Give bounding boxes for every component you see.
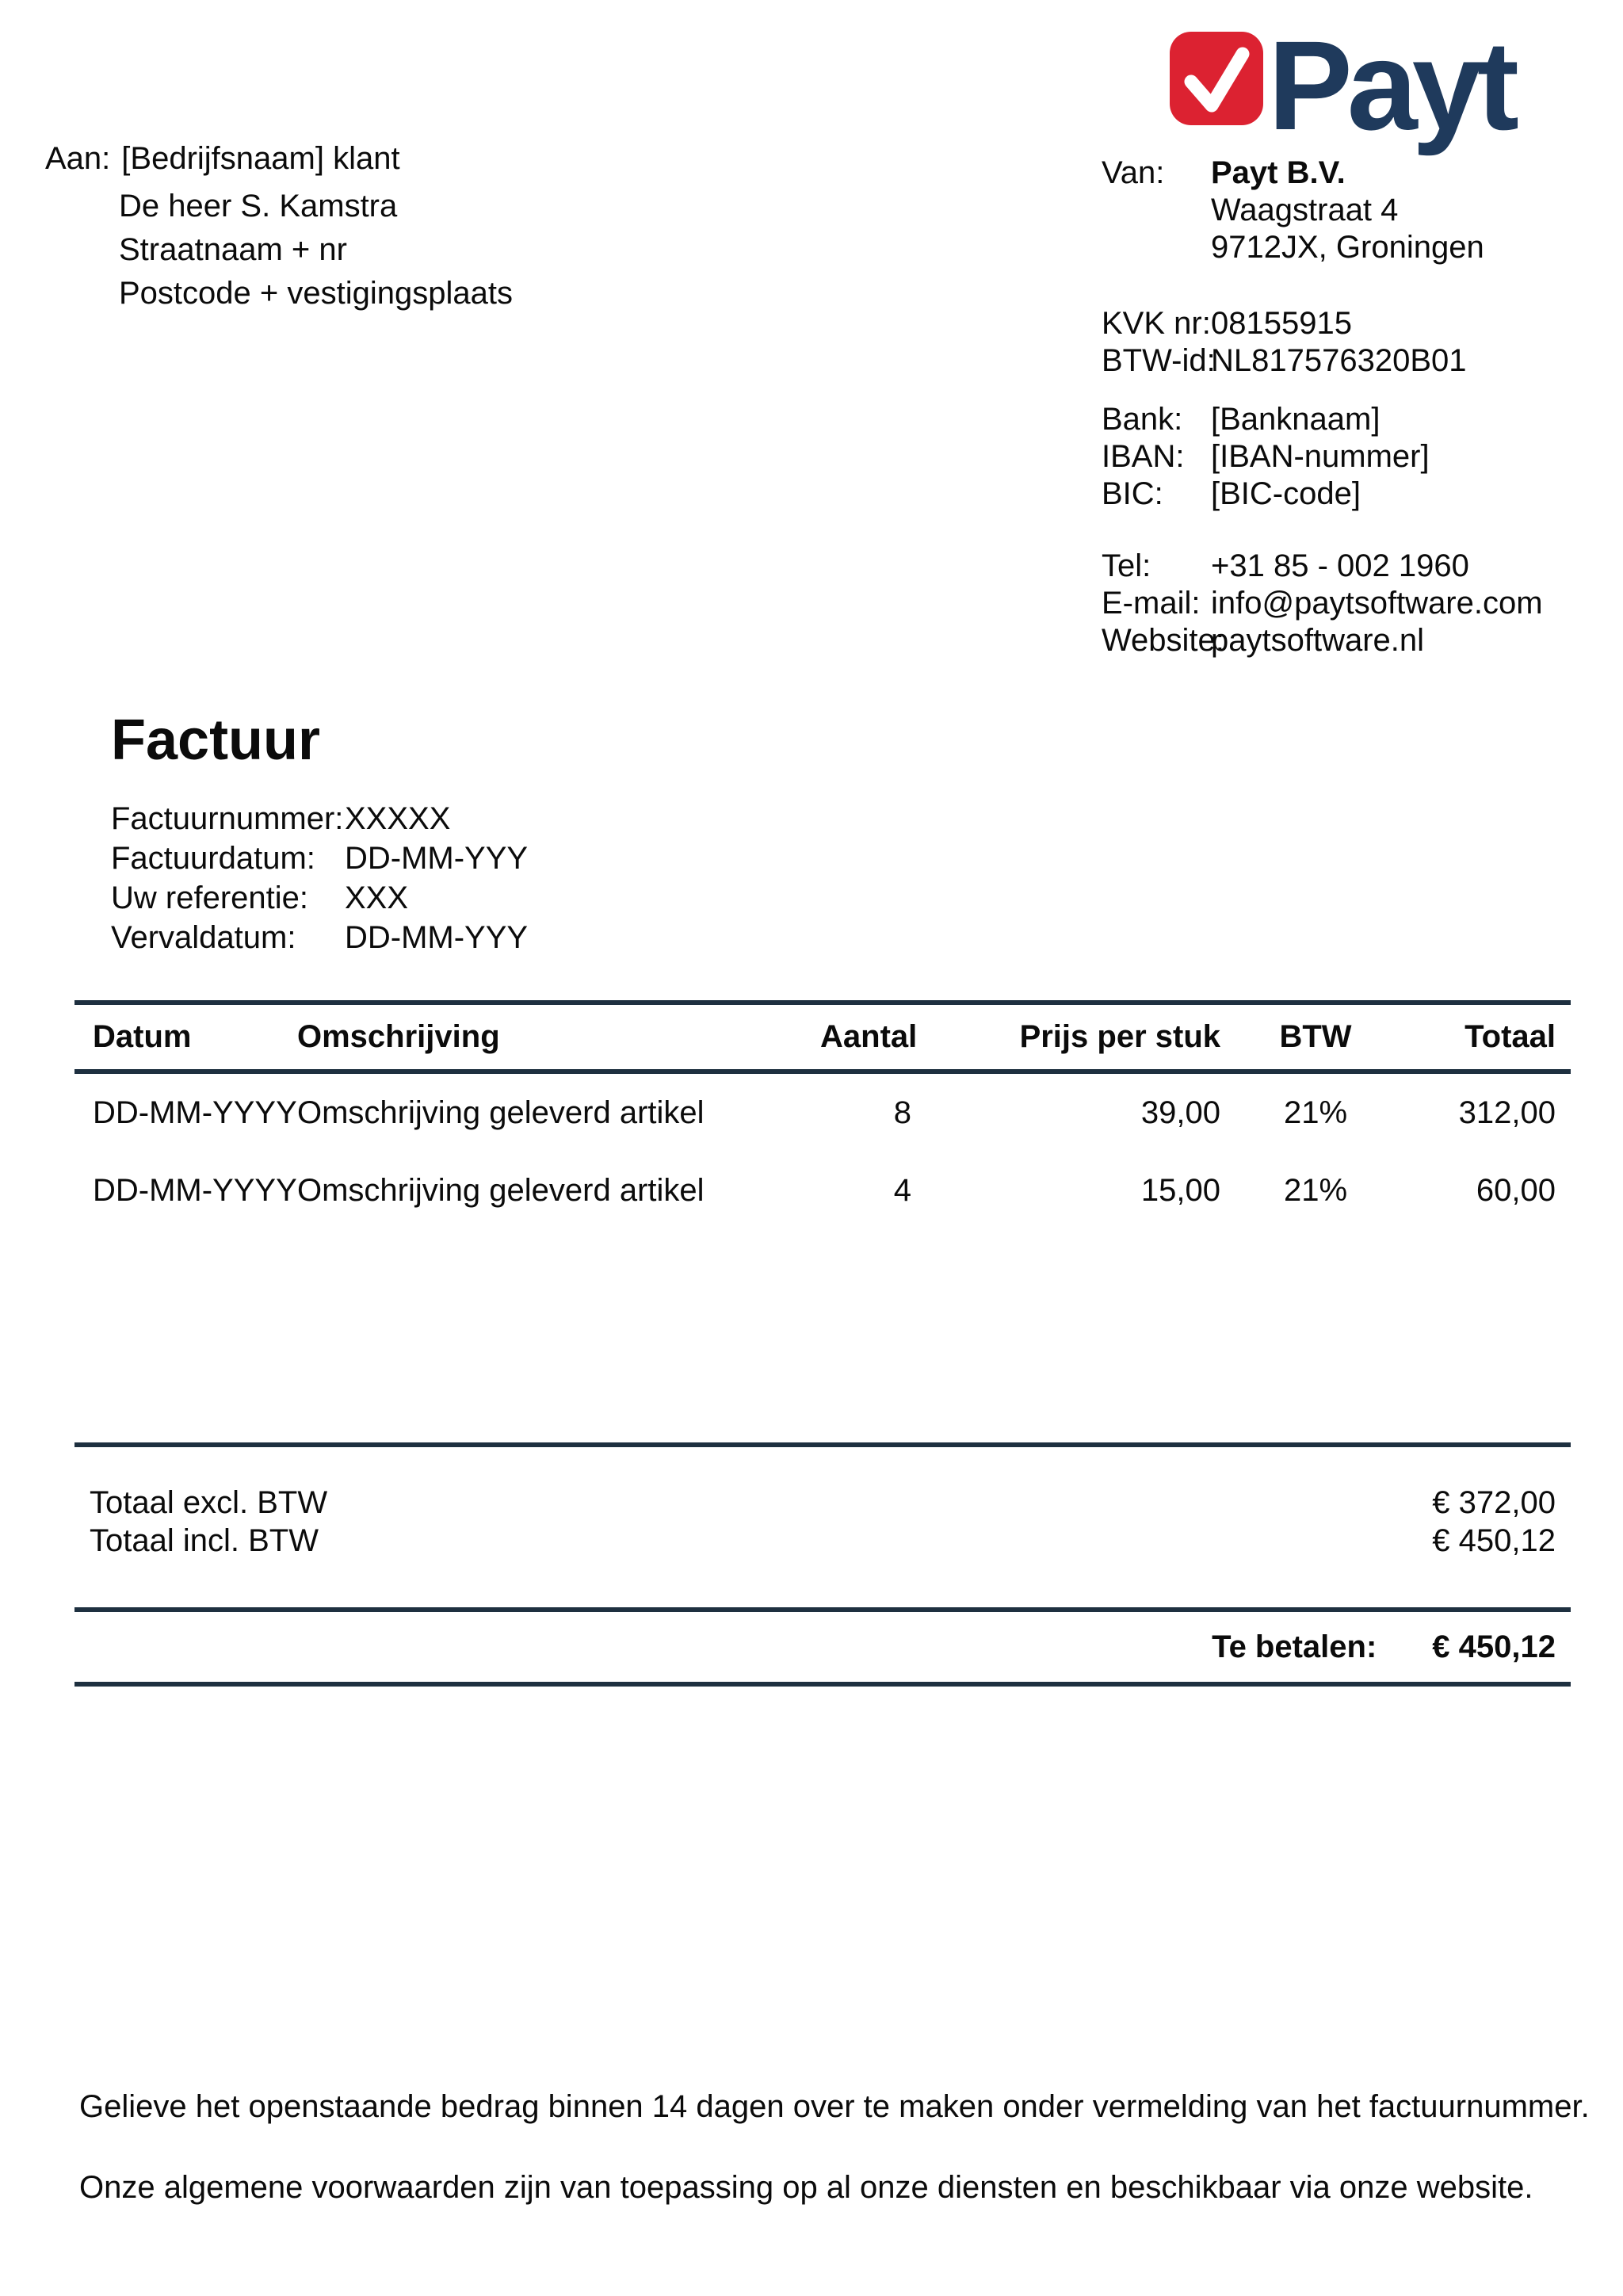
table-row — [74, 1074, 1571, 1152]
total-excl-row — [74, 1484, 1571, 1522]
sender-city: 9712JX, Groningen — [1211, 230, 1484, 265]
sender-row-tel — [1102, 548, 1617, 585]
invoice-due-date: DD-MM-YYY — [345, 920, 529, 955]
invoice-reference: XXX — [345, 881, 409, 915]
table-row — [74, 1152, 1571, 1229]
cell-btw: 21% — [1283, 1172, 1348, 1208]
recipient-address — [119, 185, 513, 315]
sender-tel: +31 85 - 002 1960 — [1211, 548, 1469, 583]
payment-instruction-note: Gelieve het openstaande bedrag binnen 14 dagen over te maken onder vermelding van het factuurnummer. — [79, 2089, 1590, 2124]
total-excl-amount: € 372,00 — [1432, 1485, 1556, 1520]
sender-bic: [BIC-code] — [1211, 476, 1361, 511]
meta-label: Factuurnummer: — [111, 801, 344, 836]
sender-label: E-mail: — [1102, 586, 1201, 621]
totals-block — [74, 1484, 1571, 1687]
invoice-title: Factuur — [111, 709, 321, 772]
sender-label — [1102, 229, 1211, 266]
meta-row-invoice-date — [111, 839, 528, 878]
recipient-company: [Bedrijfsnaam] klant — [121, 141, 400, 176]
total-incl-amount: € 450,12 — [1432, 1523, 1556, 1558]
col-header-omschrijving: Omschrijving — [297, 1019, 500, 1054]
cell-datum: DD-MM-YYYY — [93, 1172, 297, 1208]
total-incl-row — [74, 1522, 1571, 1560]
col-header-totaal: Totaal — [1465, 1019, 1556, 1054]
terms-note: Onze algemene voorwaarden zijn van toepassing op al onze diensten en beschikbaar via onze website. — [79, 2170, 1533, 2205]
sender-label: Bank: — [1102, 402, 1183, 437]
cell-totaal: 312,00 — [1458, 1095, 1556, 1130]
meta-label: Vervaldatum: — [111, 920, 296, 955]
sender-label: Tel: — [1102, 548, 1151, 583]
sender-label: KVK nr: — [1102, 306, 1211, 341]
meta-row-reference — [111, 878, 528, 918]
sender-kvk: 08155915 — [1211, 306, 1352, 341]
table-empty-space — [74, 1229, 1571, 1442]
total-excl-label: Totaal excl. BTW — [90, 1485, 328, 1520]
payt-logo — [1170, 14, 1550, 159]
table-rule-bottom — [74, 1442, 1571, 1447]
cell-omschrijving: Omschrijving geleverd artikel — [297, 1172, 705, 1208]
sender-email: info@paytsoftware.com — [1211, 586, 1543, 621]
sender-row-bank — [1102, 401, 1617, 438]
invoice-number: XXXXX — [345, 801, 451, 836]
recipient-block — [45, 139, 513, 315]
recipient-aan-label: Aan: — [45, 141, 111, 176]
logo-wordmark: Payt — [1268, 14, 1514, 156]
sender-row-kvk — [1102, 305, 1617, 342]
sender-bank: [Banknaam] — [1211, 402, 1381, 437]
cell-btw: 21% — [1283, 1095, 1348, 1130]
recipient-city: Postcode + vestigingsplaats — [119, 276, 513, 311]
cell-datum: DD-MM-YYYY — [93, 1095, 297, 1130]
sender-row-bic — [1102, 476, 1617, 513]
col-header-datum: Datum — [93, 1019, 192, 1054]
sender-block — [1102, 155, 1617, 659]
sender-row-website — [1102, 622, 1617, 659]
invoice-date: DD-MM-YYY — [345, 841, 529, 876]
sender-iban: [IBAN-nummer] — [1211, 439, 1430, 474]
meta-row-invoice-number — [111, 799, 528, 839]
sender-label: BIC: — [1102, 476, 1163, 511]
sender-label: BTW-id: — [1102, 343, 1216, 378]
sender-row-email — [1102, 585, 1617, 622]
sender-company: Payt B.V. — [1211, 155, 1346, 190]
sender-website: paytsoftware.nl — [1211, 623, 1425, 658]
cell-omschrijving: Omschrijving geleverd artikel — [297, 1095, 705, 1130]
sender-row-street — [1102, 192, 1617, 229]
meta-label: Factuurdatum: — [111, 841, 315, 876]
amount-due-label: Te betalen: — [1212, 1629, 1377, 1664]
checkmark-icon — [1170, 32, 1263, 125]
col-header-btw: BTW — [1279, 1019, 1352, 1054]
col-header-prijs-per-stuk: Prijs per stuk — [1019, 1019, 1220, 1054]
recipient-head — [45, 139, 513, 178]
totals-spacer — [74, 1560, 1571, 1607]
recipient-street: Straatnaam + nr — [119, 232, 347, 267]
totals-rule-bottom — [74, 1682, 1571, 1687]
footer-notes — [79, 2088, 1590, 2249]
cell-prijs: 39,00 — [1140, 1095, 1220, 1130]
amount-due-row — [74, 1612, 1571, 1682]
amount-due-value: € 450,12 — [1432, 1629, 1556, 1664]
table-header-row — [74, 1005, 1571, 1069]
sender-spacer — [1102, 380, 1617, 401]
sender-street: Waagstraat 4 — [1211, 193, 1399, 227]
sender-row-van — [1102, 155, 1617, 192]
sender-label: IBAN: — [1102, 439, 1185, 474]
line-items-table — [74, 1000, 1571, 1447]
col-header-aantal: Aantal — [820, 1019, 918, 1054]
sender-label — [1102, 192, 1211, 229]
cell-prijs: 15,00 — [1140, 1172, 1220, 1208]
recipient-contact-name: De heer S. Kamstra — [119, 189, 398, 223]
sender-spacer — [1102, 266, 1617, 305]
sender-label: Van: — [1102, 155, 1165, 190]
invoice-meta — [111, 799, 528, 957]
cell-totaal: 60,00 — [1476, 1172, 1556, 1208]
cell-aantal: 4 — [893, 1172, 911, 1208]
sender-label: Website: — [1102, 623, 1224, 658]
sender-row-iban — [1102, 438, 1617, 476]
sender-row-btw-id — [1102, 342, 1617, 380]
sender-spacer — [1102, 513, 1617, 548]
meta-label: Uw referentie: — [111, 881, 308, 915]
sender-row-city — [1102, 229, 1617, 266]
meta-row-due-date — [111, 918, 528, 957]
cell-aantal: 8 — [893, 1095, 911, 1130]
sender-btw-id: NL817576320B01 — [1211, 343, 1467, 378]
total-incl-label: Totaal incl. BTW — [90, 1523, 319, 1558]
